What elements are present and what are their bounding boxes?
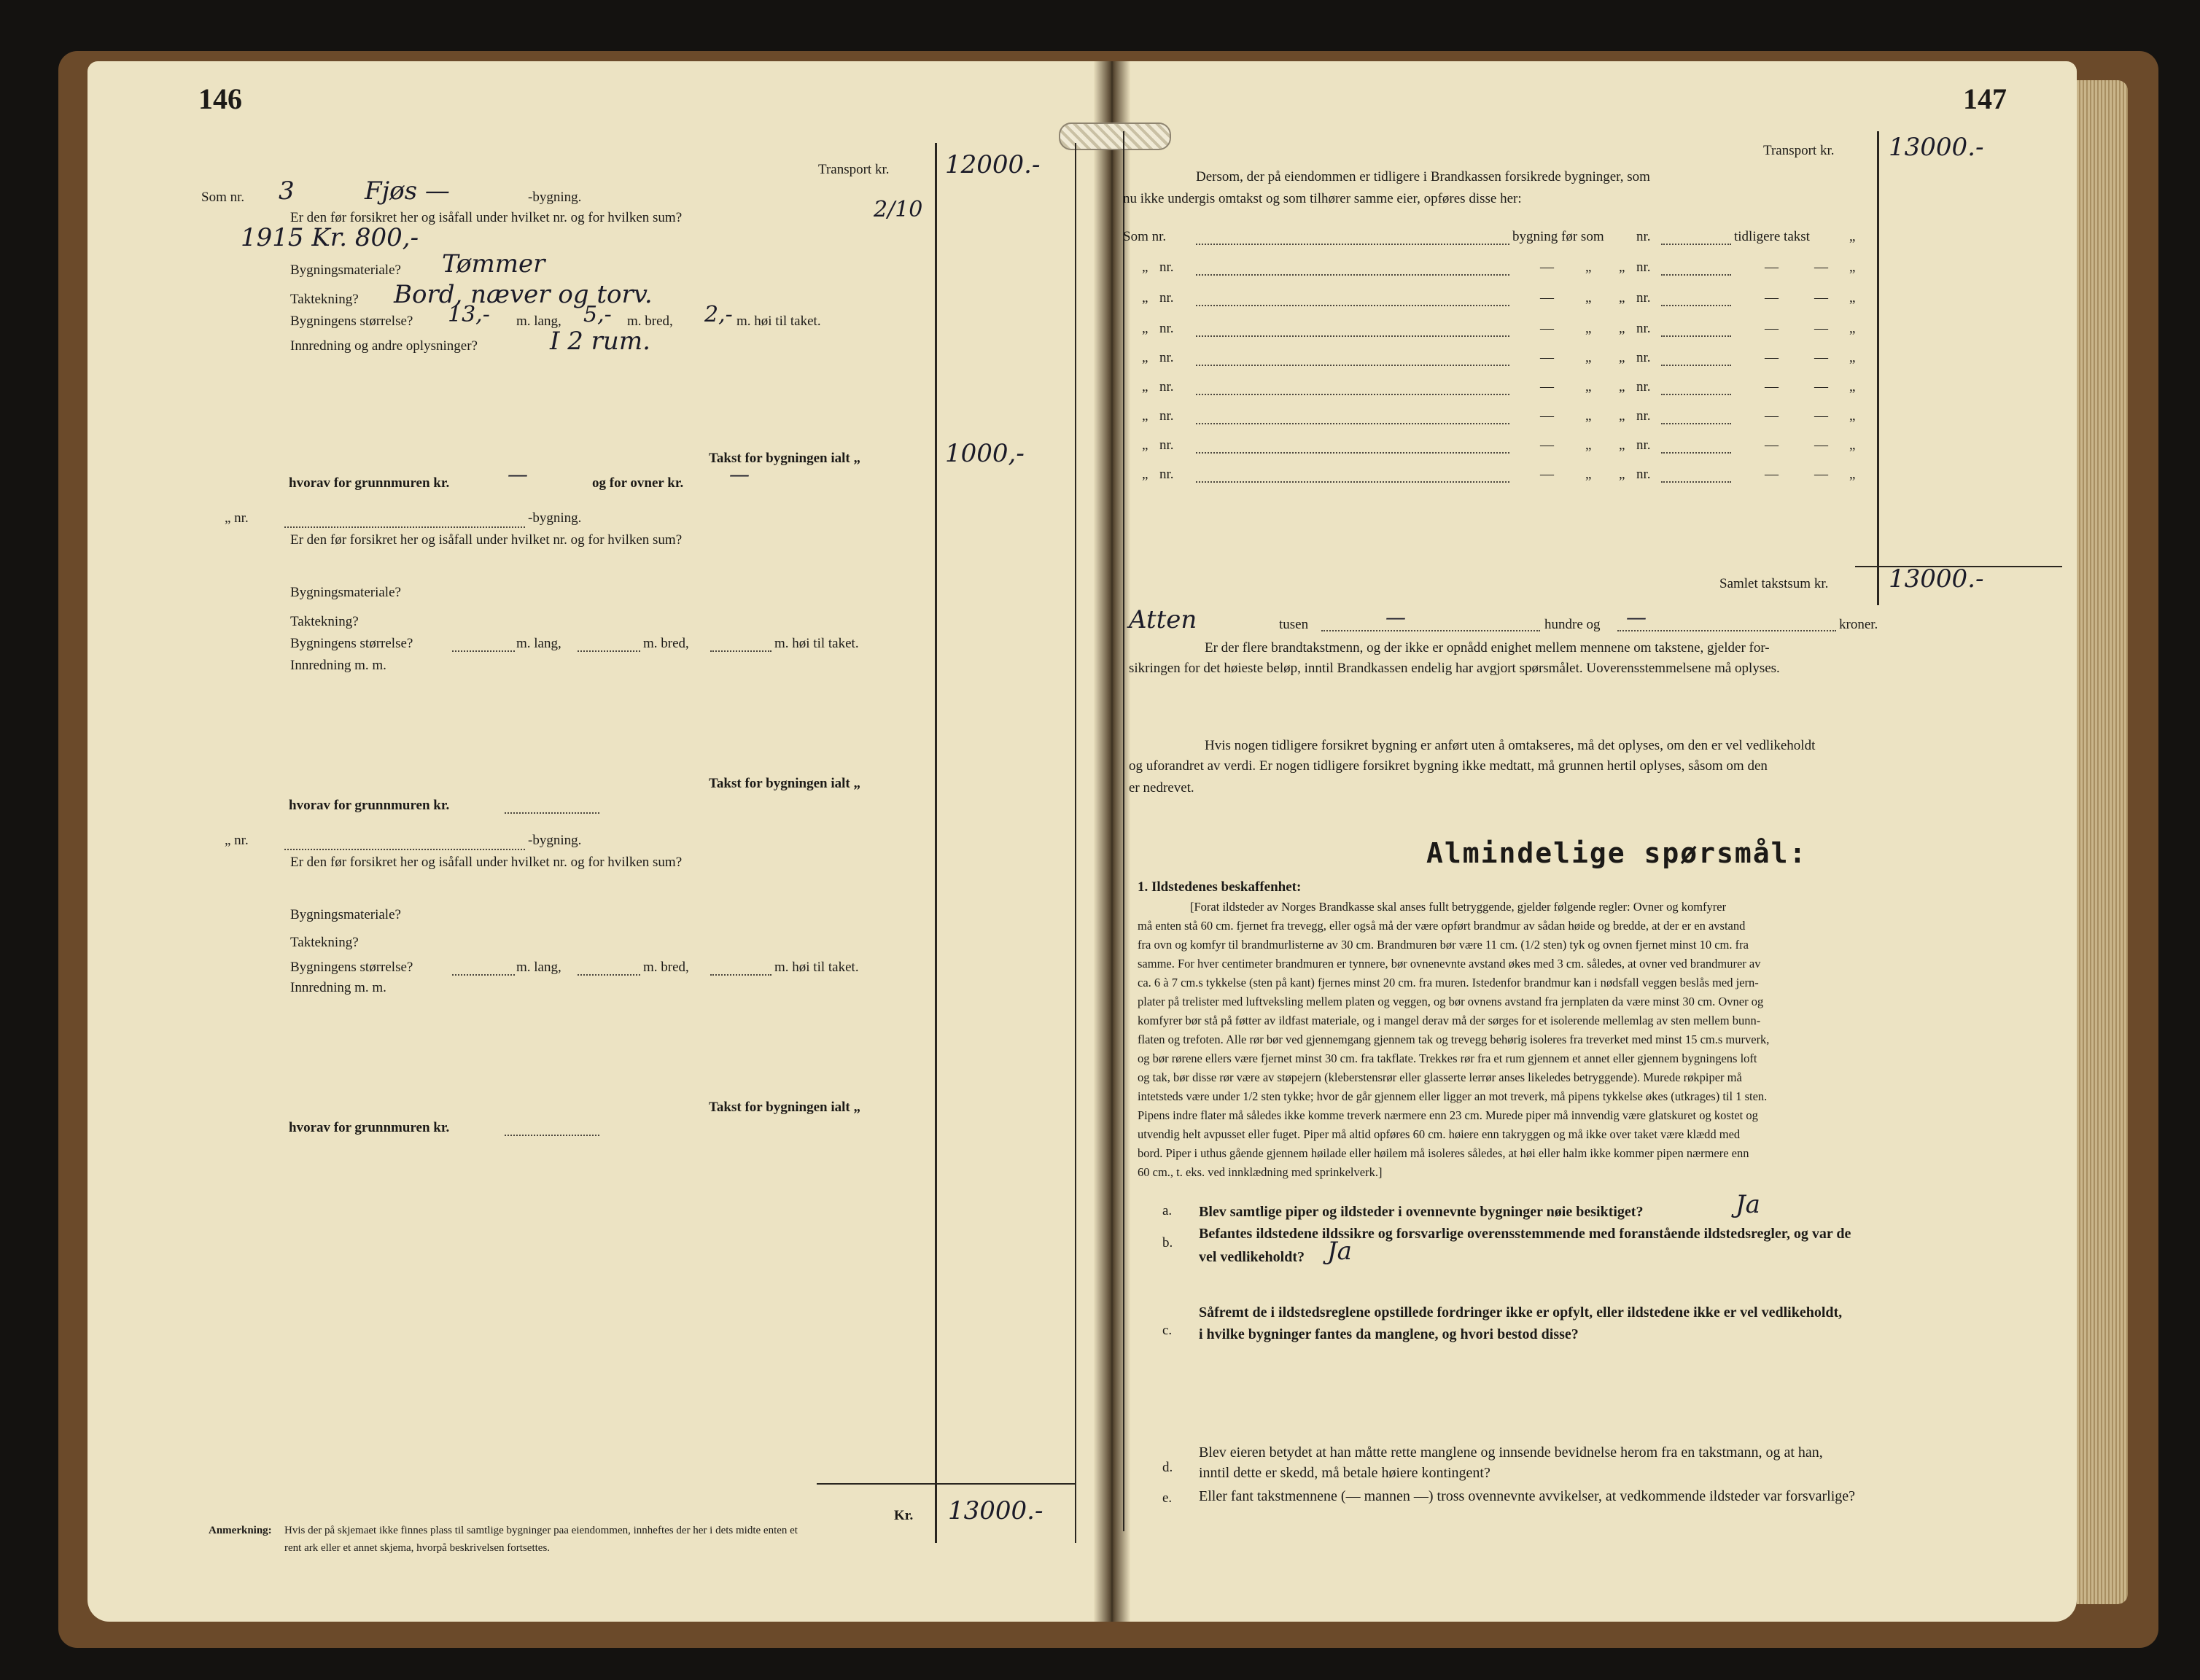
kroner-field (1617, 630, 1836, 631)
row-dash: — (1540, 260, 1554, 275)
reg-line: intetsteds være under 1/2 sten tykke; hvor de går gjennem eller ligger an mot treverk, må pipens tykkelse økes (utkrages) til 1 sten. (1138, 1089, 1768, 1103)
row-comma: „ (1585, 321, 1592, 336)
row-prefix: „ (1142, 260, 1148, 275)
row-dash: — (1814, 260, 1828, 275)
b1-size-width: 5,- (583, 302, 612, 327)
left-amount-rule (935, 143, 937, 1543)
b1-bred-label: m. bred, (627, 314, 673, 329)
row-nr-field (1661, 335, 1731, 337)
row-comma: „ (1619, 408, 1625, 424)
row-dash: — (1540, 321, 1554, 336)
b1-takst-label: Takst for bygningen ialt „ (709, 451, 860, 466)
prev-som-nr-label: Som nr. (1123, 229, 1167, 244)
row-nr-label: nr. (1159, 379, 1174, 394)
row-comma: „ (1619, 350, 1625, 365)
b1-insured-question: Er den før forsikret her og isåfall under hvilket nr. og for hvilken sum? (290, 210, 683, 225)
b1-hoi-label: m. høi til taket. (736, 314, 821, 329)
row-nr-label: nr. (1636, 408, 1651, 424)
right-transport-value: 13000.- (1889, 133, 1984, 162)
left-kr-label: Kr. (894, 1508, 914, 1523)
row-nr-label: nr. (1159, 438, 1174, 453)
row-comma: „ (1849, 350, 1856, 365)
anmerkning-label: Anmerkning: (209, 1525, 272, 1536)
b2-material-label: Bygningsmateriale? (290, 585, 401, 600)
b2-bred-label: m. bred, (643, 636, 689, 651)
hundre-dash: — (1385, 605, 1406, 629)
b3-insured-question: Er den før forsikret her og isåfall under hvilket nr. og for hvilken sum? (290, 855, 683, 870)
qb-answer: Ja (1327, 1237, 1352, 1266)
hundre-field (1321, 630, 1540, 631)
b1-material-label: Bygningsmateriale? (290, 262, 401, 278)
qb-text-1: Befantes ildstedene ildssikre og forsvarlige overensstemmende med foranstående ildstedsregler, og var de (1199, 1226, 1851, 1242)
b1-roof-label: Taktekning? (290, 292, 359, 307)
row-comma: „ (1619, 438, 1625, 453)
prev-tidligere-comma: „ (1849, 229, 1856, 244)
b3-bred-label: m. bred, (643, 960, 689, 975)
row-nr-field (1661, 305, 1731, 306)
reg-line: samme. For hver centimeter brandmuren er tynnere, bør ovnenevnte avstand økes med 3 cm. således, at ovner ved brandmurer av (1138, 957, 1761, 971)
row-type-field (1196, 481, 1509, 483)
row-comma: „ (1849, 290, 1856, 306)
row-dash: — (1814, 350, 1828, 365)
row-nr-label: nr. (1636, 438, 1651, 453)
row-nr-label: nr. (1636, 321, 1651, 336)
row-dash: — (1814, 290, 1828, 306)
b3-roof-label: Taktekning? (290, 935, 359, 950)
row-comma: „ (1849, 438, 1856, 453)
b2-hvorav-label: hvorav for grunnmuren kr. (289, 798, 450, 813)
anmerkning-text-1: Hvis der på skjemaet ikke finnes plass til samtlige bygninger paa eiendommen, innheftes der her i dets midte enten et (284, 1525, 798, 1536)
qb-letter: b. (1162, 1235, 1173, 1251)
book-gutter (1094, 61, 1130, 1622)
b1-som-nr-label: Som nr. (201, 190, 245, 205)
section-heading: Almindelige spørsmål: (1426, 837, 1808, 869)
row-dash: — (1814, 408, 1828, 424)
reg-line: ca. 6 à 7 cm.s tykkelse (sten på kant) fjernes minst 20 cm. fra muren. Istedenfor brandmur kan i nødsfall veggen beslås med jern- (1138, 976, 1759, 989)
page-number-right: 147 (1963, 82, 2007, 115)
row-nr-field (1661, 423, 1731, 424)
page-edges (2077, 80, 2128, 1604)
b1-size-height: 2,- (704, 302, 733, 327)
qb-text-2: vel vedlikeholdt? (1199, 1249, 1305, 1265)
row-comma: „ (1585, 467, 1592, 482)
row-dash: — (1540, 379, 1554, 394)
samlet-value: 13000.- (1889, 564, 1984, 594)
row-type-field (1196, 274, 1509, 276)
b1-size-label: Bygningens størrelse? (290, 314, 413, 329)
left-margin-rule (1075, 143, 1076, 1543)
b1-takst-value: 1000,- (945, 439, 1025, 468)
row-prefix: „ (1142, 408, 1148, 424)
row-dash: — (1765, 350, 1779, 365)
row-comma: „ (1585, 350, 1592, 365)
b2-roof-label: Taktekning? (290, 614, 359, 629)
b3-material-label: Bygningsmateriale? (290, 907, 401, 922)
prev-nr-field (1661, 244, 1731, 245)
row-comma: „ (1849, 260, 1856, 275)
row-comma: „ (1849, 379, 1856, 394)
intro-line-1: Dersom, der på eiendommen er tidligere i Brandkassen forsikrede bygninger, som (1196, 169, 1650, 184)
para-hvis-1: Hvis nogen tidligere forsikret bygning er anført uten å omtakseres, må det oplyses, om den er vel vedlikeholdt (1205, 738, 1816, 753)
qd-text-2: inntil dette er skedd, må betale høiere kontingent? (1199, 1465, 1490, 1481)
qe-text: Eller fant takstmennene (— mannen —) tross ovennevnte avvikelser, at vedkommende ildsteder var forsvarlige? (1199, 1488, 1855, 1504)
row-dash: — (1765, 408, 1779, 424)
b3-length-field (452, 974, 515, 976)
reg-line: flaten og trefoten. Alle rør bør ved gjennemgang gjennem tak og trevegg behørig isoleres fra treverket med minst 15 cm.s murverk, (1138, 1032, 1770, 1046)
b2-takst-label: Takst for bygningen ialt „ (709, 776, 860, 791)
row-type-field (1196, 305, 1509, 306)
right-margin-rule (1123, 131, 1124, 1531)
row-comma: „ (1849, 467, 1856, 482)
prev-bygning-label: bygning før som (1512, 229, 1604, 244)
row-type-field (1196, 452, 1509, 454)
row-type-field (1196, 423, 1509, 424)
row-comma: „ (1619, 260, 1625, 275)
hundre-label: hundre og (1544, 617, 1601, 632)
row-nr-label: nr. (1159, 467, 1174, 482)
row-dash: — (1540, 350, 1554, 365)
row-comma: „ (1619, 379, 1625, 394)
row-nr-field (1661, 394, 1731, 395)
row-comma: „ (1849, 321, 1856, 336)
b3-height-field (710, 974, 771, 976)
reg-line: utvendig helt avpusset eller fuget. Piper må altid opføres 60 cm. høiere enn takryggen og må ikke over taket være klædd med (1138, 1127, 1741, 1141)
reg-line: fra ovn og komfyr til brandmurlisterne av 30 cm. Brandmuren bør være 11 cm. (1/2 sten) tyk og ovnen fjernet minst 10 cm. fra (1138, 938, 1749, 952)
row-prefix: „ (1142, 290, 1148, 306)
reg-line: må enten stå 60 cm. fjernet fra trevegg, eller også må der være opført brandmur av sådan høide og bredde, at der er en avstand (1138, 919, 1746, 933)
b1-lang-label: m. lang, (516, 314, 561, 329)
b1-insured-value-b: 1915 Kr. 800,- (241, 223, 419, 252)
row-nr-label: nr. (1159, 408, 1174, 424)
kroner-label: kroner. (1839, 617, 1878, 632)
row-nr-field (1661, 481, 1731, 483)
b2-hoi-label: m. høi til taket. (774, 636, 859, 651)
row-nr-label: nr. (1159, 321, 1174, 336)
page-number-left: 146 (198, 82, 242, 115)
row-comma: „ (1619, 321, 1625, 336)
row-dash: — (1814, 467, 1828, 482)
b3-nr-label: „ nr. (225, 833, 249, 848)
reg-line: plater på trelister med luftveksling mellem platen og veggen, og bør ovnens avstand fra jernplaten da være minst 30 cm. Ovner og (1138, 995, 1764, 1008)
b1-insured-value-a: 2/10 (874, 197, 923, 222)
b2-interior-label: Innredning m. m. (290, 658, 386, 673)
b2-nr-label: „ nr. (225, 510, 249, 526)
prev-tidligere-label: tidligere takst (1734, 229, 1810, 244)
row-nr-label: nr. (1159, 350, 1174, 365)
qa-answer: Ja (1735, 1190, 1760, 1219)
row-prefix: „ (1142, 350, 1148, 365)
reg-line: og tak, bør disse rør være av støpejern (kleberstensrør eller glasserte lerrør anses likeledes betryggende). Murede røkpiper må (1138, 1070, 1742, 1084)
amount-words: Atten (1129, 605, 1197, 634)
reg-line: komfyrer bør stå på føtter av ildfast materiale, og i mangel derav må der sørges for et isolerende mellemlag av sten mellem bunn- (1138, 1014, 1761, 1027)
b1-type-value: Fjøs — (365, 176, 450, 206)
row-comma: „ (1849, 408, 1856, 424)
row-dash: — (1765, 290, 1779, 306)
anmerkning-text-2: rent ark eller et annet skjema, hvorpå beskrivelsen fortsettes. (284, 1542, 551, 1554)
q1-label: 1. Ildstedenes beskaffenhet: (1138, 879, 1302, 895)
row-prefix: „ (1142, 379, 1148, 394)
row-nr-field (1661, 365, 1731, 366)
b2-length-field (452, 650, 515, 652)
row-dash: — (1540, 408, 1554, 424)
b1-ovner-value: — (729, 462, 750, 486)
row-nr-label: nr. (1636, 467, 1651, 482)
row-nr-label: nr. (1636, 350, 1651, 365)
b3-type-field (284, 849, 525, 850)
b3-width-field (578, 974, 640, 976)
intro-line-2: nu ikke undergis omtakst og som tilhører samme eier, opføres disse her: (1123, 191, 1522, 206)
b3-hvorav-field (505, 1135, 599, 1136)
row-comma: „ (1585, 260, 1592, 275)
row-dash: — (1765, 321, 1779, 336)
reg-line: Pipens indre flater må således ikke komme treverk nærmere enn 23 cm. Murede piper må innvendig være glatskuret og kostet og (1138, 1108, 1758, 1122)
b1-hvorav-value: — (508, 462, 528, 486)
row-comma: „ (1619, 467, 1625, 482)
b2-type-field (284, 526, 525, 528)
qe-letter: e. (1162, 1490, 1173, 1506)
b1-nr-value: 3 (279, 176, 295, 206)
tusen-label: tusen (1279, 617, 1309, 632)
para-hvis-3: er nedrevet. (1129, 780, 1194, 796)
row-dash: — (1540, 467, 1554, 482)
qa-text: Blev samtlige piper og ildsteder i ovennevnte bygninger nøie besiktiget? (1199, 1204, 1644, 1220)
b3-lang-label: m. lang, (516, 960, 561, 975)
row-comma: „ (1585, 290, 1592, 306)
qc-letter: c. (1162, 1323, 1173, 1338)
reg-line: og bør rørene ellers være fjernet minst 30 cm. fra takflate. Trekkes rør fra et rum gjennem et annet eller gjennem bygningens loft (1138, 1051, 1757, 1065)
row-nr-field (1661, 452, 1731, 454)
b3-hvorav-label: hvorav for grunnmuren kr. (289, 1120, 450, 1135)
row-nr-label: nr. (1636, 290, 1651, 306)
row-dash: — (1814, 379, 1828, 394)
b1-roof-value: Bord, næver og torv. (394, 280, 653, 309)
row-comma: „ (1585, 438, 1592, 453)
reg-line: [Forat ildsteder av Norges Brandkasse skal anses fullt betryggende, gjelder følgende regler: Ovner og komfyrer (1190, 900, 1727, 914)
qa-letter: a. (1162, 1203, 1173, 1218)
b3-interior-label: Innredning m. m. (290, 980, 386, 995)
reg-line: 60 cm., t. eks. ved innklædning med sprinkelverk.] (1138, 1165, 1383, 1179)
b1-interior-label: Innredning og andre oplysninger? (290, 338, 478, 354)
row-comma: „ (1619, 290, 1625, 306)
row-comma: „ (1585, 379, 1592, 394)
b2-height-field (710, 650, 771, 652)
row-nr-label: nr. (1636, 260, 1651, 275)
b2-size-label: Bygningens størrelse? (290, 636, 413, 651)
row-nr-label: nr. (1159, 260, 1174, 275)
row-dash: — (1765, 438, 1779, 453)
b3-size-label: Bygningens størrelse? (290, 960, 413, 975)
b2-insured-question: Er den før forsikret her og isåfall under hvilket nr. og for hvilken sum? (290, 532, 683, 548)
row-dash: — (1814, 438, 1828, 453)
left-transport-value: 12000.- (945, 150, 1041, 179)
qc-text-1: Såfremt de i ildstedsreglene opstillede fordringer ikke er opfylt, eller ildstedene ikke er vel vedlikeholdt, (1199, 1304, 1843, 1321)
b3-bygning-label: -bygning. (528, 833, 582, 848)
row-nr-label: nr. (1159, 290, 1174, 306)
b2-lang-label: m. lang, (516, 636, 561, 651)
row-prefix: „ (1142, 321, 1148, 336)
row-type-field (1196, 365, 1509, 366)
row-type-field (1196, 394, 1509, 395)
b1-ovner-label: og for ovner kr. (592, 475, 684, 491)
qc-text-2: i hvilke bygninger fantes da manglene, og hvori bestod disse? (1199, 1326, 1579, 1342)
qd-letter: d. (1162, 1460, 1173, 1475)
row-dash: — (1765, 467, 1779, 482)
b1-size-length: 13,- (448, 302, 490, 327)
row-dash: — (1765, 379, 1779, 394)
prev-type-field (1196, 244, 1509, 245)
b1-interior-value: I 2 rum. (550, 327, 650, 356)
row-prefix: „ (1142, 438, 1148, 453)
row-nr-label: nr. (1636, 379, 1651, 394)
b2-bygning-label: -bygning. (528, 510, 582, 526)
row-type-field (1196, 335, 1509, 337)
left-transport-label: Transport kr. (818, 162, 890, 177)
kroner-dash: — (1626, 605, 1647, 629)
b3-hoi-label: m. høi til taket. (774, 960, 859, 975)
row-comma: „ (1585, 408, 1592, 424)
right-amount-rule (1877, 131, 1879, 605)
left-total-rule (817, 1483, 1076, 1485)
row-dash: — (1765, 260, 1779, 275)
para-flere-1: Er der flere brandtakstmenn, og der ikke er opnådd enighet mellem mennene om takstene, gjelder for- (1205, 640, 1770, 656)
prev-nr-label: nr. (1636, 229, 1651, 244)
b1-hvorav-label: hvorav for grunnmuren kr. (289, 475, 450, 491)
row-nr-field (1661, 274, 1731, 276)
row-dash: — (1540, 290, 1554, 306)
right-transport-label: Transport kr. (1763, 143, 1835, 158)
reg-line: bord. Piper i uthus gående gjennem høilade eller høilem må isoleres således, at høi eller halm ikke kommer pipen nærmere enn (1138, 1146, 1749, 1160)
row-dash: — (1814, 321, 1828, 336)
b1-bygning-label: -bygning. (528, 190, 582, 205)
qd-text-1: Blev eieren betydet at han måtte rette manglene og innsende bevidnelse herom fra en takstmann, og at han, (1199, 1444, 1823, 1461)
b2-hvorav-field (505, 812, 599, 814)
left-kr-value: 13000.- (948, 1496, 1043, 1525)
row-dash: — (1540, 438, 1554, 453)
b1-material-value: Tømmer (442, 249, 545, 279)
row-prefix: „ (1142, 467, 1148, 482)
para-hvis-2: og uforandret av verdi. Er nogen tidligere forsikret bygning ikke medtatt, må grunnen hertil oplyses, såsom om den (1129, 758, 1768, 774)
samlet-label: Samlet takstsum kr. (1719, 576, 1829, 591)
b3-takst-label: Takst for bygningen ialt „ (709, 1100, 860, 1115)
b2-width-field (578, 650, 640, 652)
para-flere-2: sikringen for det høieste beløp, inntil Brandkassen endelig har avgjort spørsmålet. Uoverensstemmelsene må oplyses. (1129, 661, 1780, 676)
